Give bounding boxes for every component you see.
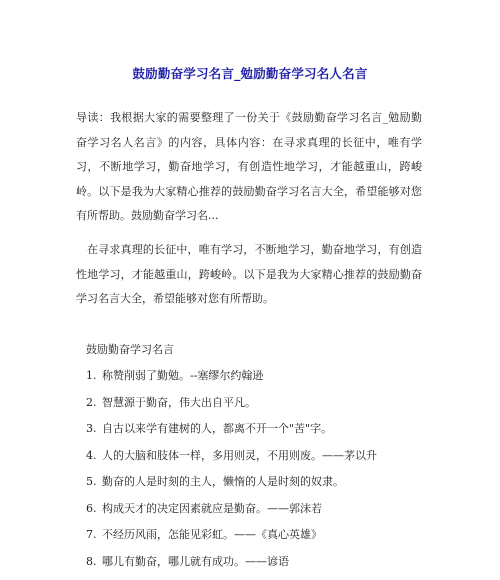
quote-list xyxy=(86,368,426,580)
list-item-number: 6. xyxy=(86,501,102,517)
list-item-number: 8. xyxy=(86,554,102,570)
list-item-text: 称赞削弱了勤勉。--塞缪尔约翰逊 xyxy=(102,369,263,382)
section-heading: 鼓励勤奋学习名言 xyxy=(86,342,174,358)
list-item-number: 7. xyxy=(86,527,102,543)
list-item xyxy=(86,448,426,475)
list-item-text: 智慧源于勤奋，伟大出自平凡。 xyxy=(102,396,256,409)
list-item-number: 5. xyxy=(86,474,102,490)
list-item xyxy=(86,368,426,395)
list-item xyxy=(86,501,426,528)
list-item xyxy=(86,474,426,501)
list-item xyxy=(86,421,426,448)
list-item-number: 1. xyxy=(86,368,102,384)
list-item xyxy=(86,395,426,422)
list-item-text: 勤奋的人是时刻的主人，懒惰的人是时刻的奴隶。 xyxy=(102,475,344,488)
list-item-number: 4. xyxy=(86,448,102,464)
document-title: 鼓励勤奋学习名言_勉励勤奋学习名人名言 xyxy=(0,64,500,82)
list-item-text: 自古以来学有建树的人，都离不开一个"苦"字。 xyxy=(102,422,332,435)
list-item xyxy=(86,554,426,580)
list-item-text: 人的大脑和肢体一样，多用则灵，不用则废。——茅以升 xyxy=(102,449,377,462)
list-item-number: 2. xyxy=(86,395,102,411)
list-item-text: 构成天才的决定因素就应是勤奋。——郭沫若 xyxy=(102,502,322,515)
body-paragraph: 在寻求真理的长征中，唯有学习，不断地学习，勤奋地学习，有创造性地学习，才能越重山，跨峻岭。以下是我为大家精心推荐的鼓励勤奋学习名言大全，希望能够对您有所帮助。 xyxy=(76,238,422,312)
list-item-number: 3. xyxy=(86,421,102,437)
list-item-text: 哪儿有勤奋，哪儿就有成功。——谚语 xyxy=(102,555,289,568)
intro-paragraph: 导读：我根据大家的需要整理了一份关于《鼓励勤奋学习名言_勉励勤奋学习名人名言》的内容，具体内容：在寻求真理的长征中，唯有学习，不断地学习，勤奋地学习，有创造性地学习，才能越重山，跨峻岭。以下是我为大家精心推荐的鼓励勤奋学习名言大全，希望能够对您有所帮助。鼓励勤奋学习名... xyxy=(76,106,422,229)
list-item-text: 不经历风雨，怎能见彩虹。——《真心英雄》 xyxy=(102,528,322,541)
list-item xyxy=(86,527,426,554)
